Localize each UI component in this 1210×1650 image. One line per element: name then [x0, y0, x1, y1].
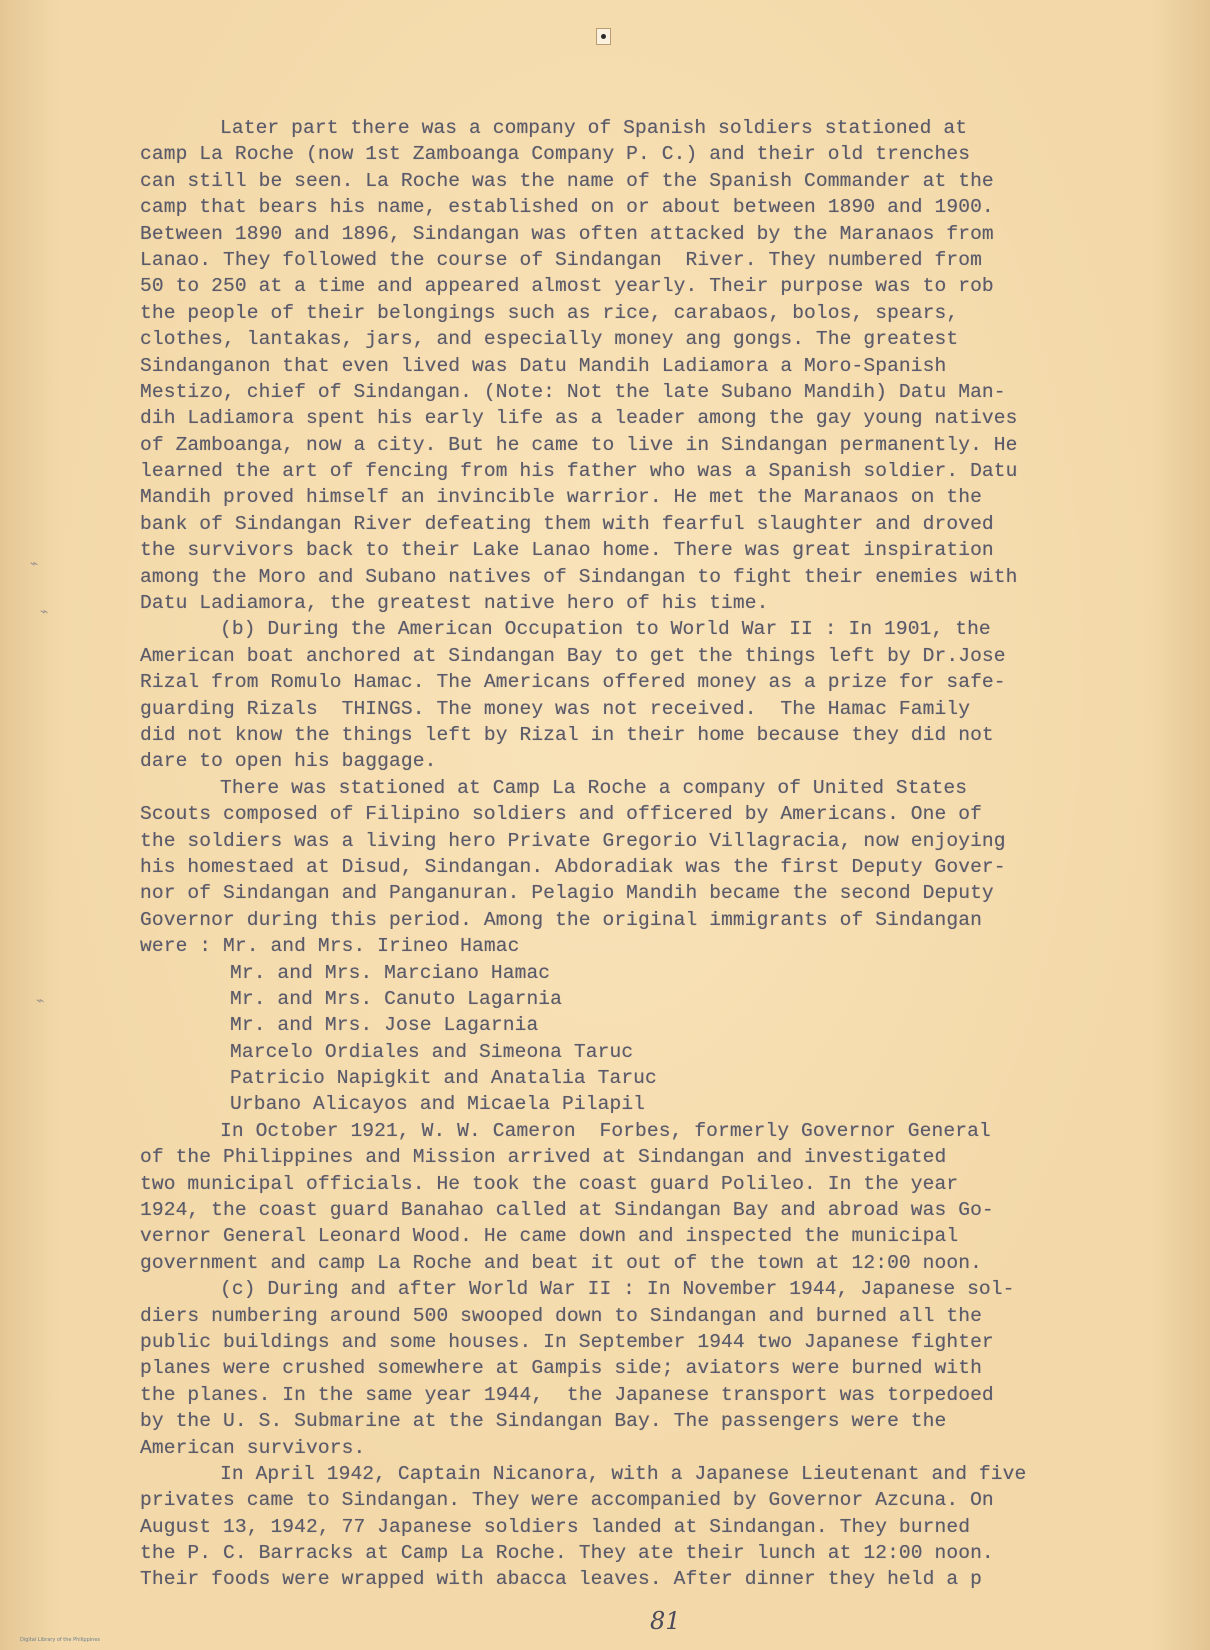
text-line: by the U. S. Submarine at the Sindangan Bay. The passengers were the: [140, 1410, 947, 1433]
text-line: There was stationed at Camp La Roche a company of United States: [220, 776, 968, 799]
text-line: Mandih proved himself an invincible warrior. He met the Maranaos on the: [140, 486, 982, 509]
text-line: In April 1942, Captain Nicanora, with a Japanese Lieutenant and five: [220, 1462, 1027, 1485]
text-line: did not know the things left by Rizal in their home because they did not: [140, 723, 994, 746]
text-line: government and camp La Roche and beat it out of the town at 12:00 noon.: [140, 1251, 982, 1274]
text-line: Governor during this period. Among the original immigrants of Sindangan: [140, 908, 982, 931]
text-line: American survivors.: [140, 1436, 366, 1459]
text-line: Scouts composed of Filipino soldiers and officered by Americans. One of: [140, 803, 982, 826]
text-line: clothes, lantakas, jars, and especially money ang gongs. The greatest: [140, 328, 959, 351]
margin-smudge: ⌁: [40, 604, 49, 620]
text-line: the P. C. Barracks at Camp La Roche. They ate their lunch at 12:00 noon.: [140, 1542, 994, 1565]
text-line: guarding Rizals THINGS. The money was not received. The Hamac Family: [140, 697, 971, 720]
text-line: American boat anchored at Sindangan Bay to get the things left by Dr.Jose: [140, 644, 1006, 667]
text-line: Mr. and Mrs. Marciano Hamac: [230, 961, 551, 984]
text-line: Patricio Napigkit and Anatalia Taruc: [230, 1067, 657, 1090]
text-line: the survivors back to their Lake Lanao home. There was great inspiration: [140, 539, 994, 562]
text-line: Urbano Alicayos and Micaela Pilapil: [230, 1093, 646, 1116]
text-line: the people of their belongings such as rice, carabaos, bolos, spears,: [140, 301, 959, 324]
text-line: In October 1921, W. W. Cameron Forbes, formerly Governor General: [220, 1119, 991, 1142]
text-line: the planes. In the same year 1944, the Japanese transport was torpedoed: [140, 1383, 994, 1406]
scan-footer-text: Digital Library of the Philippines: [20, 1637, 101, 1643]
text-line: Sindanganon that even lived was Datu Mandih Ladiamora a Moro-Spanish: [140, 354, 947, 377]
page-number: 81: [650, 1607, 681, 1635]
text-line: planes were crushed somewhere at Gampis side; aviators were burned with: [140, 1357, 982, 1380]
text-line: nor of Sindangan and Panganuran. Pelagio Mandih became the second Deputy: [140, 882, 994, 905]
text-line: Marcelo Ordiales and Simeona Taruc: [230, 1040, 634, 1063]
text-line: bank of Sindangan River defeating them with fearful slaughter and droved: [140, 512, 994, 535]
text-line: public buildings and some houses. In September 1944 two Japanese fighter: [140, 1330, 994, 1353]
text-line: (c) During and after World War II : In November 1944, Japanese sol-: [220, 1278, 1015, 1301]
punch-hole-mark: [596, 28, 611, 45]
text-line: camp La Roche (now 1st Zamboanga Company P. C.) and their old trenches: [140, 143, 971, 166]
text-line: Between 1890 and 1896, Sindangan was often attacked by the Maranaos from: [140, 222, 994, 245]
text-line: camp that bears his name, established on or about between 1890 and 1900.: [140, 196, 994, 219]
text-line: dih Ladiamora spent his early life as a leader among the gay young natives: [140, 407, 1018, 430]
text-line: Mr. and Mrs. Canuto Lagarnia: [230, 987, 563, 1010]
text-line: vernor General Leonard Wood. He came down and inspected the municipal: [140, 1225, 959, 1248]
text-line: August 13, 1942, 77 Japanese soldiers landed at Sindangan. They burned: [140, 1515, 971, 1538]
text-line: his homestaed at Disud, Sindangan. Abdoradiak was the first Deputy Gover-: [140, 855, 1006, 878]
text-line: can still be seen. La Roche was the name of the Spanish Commander at the: [140, 169, 994, 192]
typewritten-text-body: [140, 115, 1140, 1593]
text-line: Their foods were wrapped with abacca leaves. After dinner they held a p: [140, 1568, 982, 1591]
text-line: of Zamboanga, now a city. But he came to live in Sindangan permanently. He: [140, 433, 1018, 456]
text-line: privates came to Sindangan. They were accompanied by Governor Azcuna. On: [140, 1489, 994, 1512]
text-line: Rizal from Romulo Hamac. The Americans offered money as a prize for safe-: [140, 671, 1006, 694]
text-line: dare to open his baggage.: [140, 750, 437, 773]
text-line: of the Philippines and Mission arrived at Sindangan and investigated: [140, 1146, 947, 1169]
text-line: diers numbering around 500 swooped down to Sindangan and burned all the: [140, 1304, 982, 1327]
text-line: 50 to 250 at a time and appeared almost yearly. Their purpose was to rob: [140, 275, 994, 298]
text-line: Mr. and Mrs. Jose Lagarnia: [230, 1014, 539, 1037]
text-line: among the Moro and Subano natives of Sindangan to fight their enemies with: [140, 565, 1018, 588]
text-line: the soldiers was a living hero Private Gregorio Villagracia, now enjoying: [140, 829, 1006, 852]
text-line: learned the art of fencing from his father who was a Spanish soldier. Datu: [140, 460, 1018, 483]
text-line: 1924, the coast guard Banahao called at Sindangan Bay and abroad was Go-: [140, 1199, 994, 1222]
margin-smudge: ⌁: [36, 993, 45, 1009]
text-line: Later part there was a company of Spanish soldiers stationed at: [220, 117, 968, 139]
text-line: Mestizo, chief of Sindangan. (Note: Not the late Subano Mandih) Datu Man-: [140, 380, 1006, 403]
text-line: Lanao. They followed the course of Sindangan River. They numbered from: [140, 248, 982, 271]
text-line: two municipal officials. He took the coast guard Polileo. In the year: [140, 1172, 959, 1195]
text-line: were : Mr. and Mrs. Irineo Hamac: [140, 935, 520, 958]
text-line: (b) During the American Occupation to World War II : In 1901, the: [220, 618, 991, 641]
margin-smudge: ⌁: [30, 556, 39, 572]
text-line: Datu Ladiamora, the greatest native hero of his time.: [140, 592, 769, 615]
